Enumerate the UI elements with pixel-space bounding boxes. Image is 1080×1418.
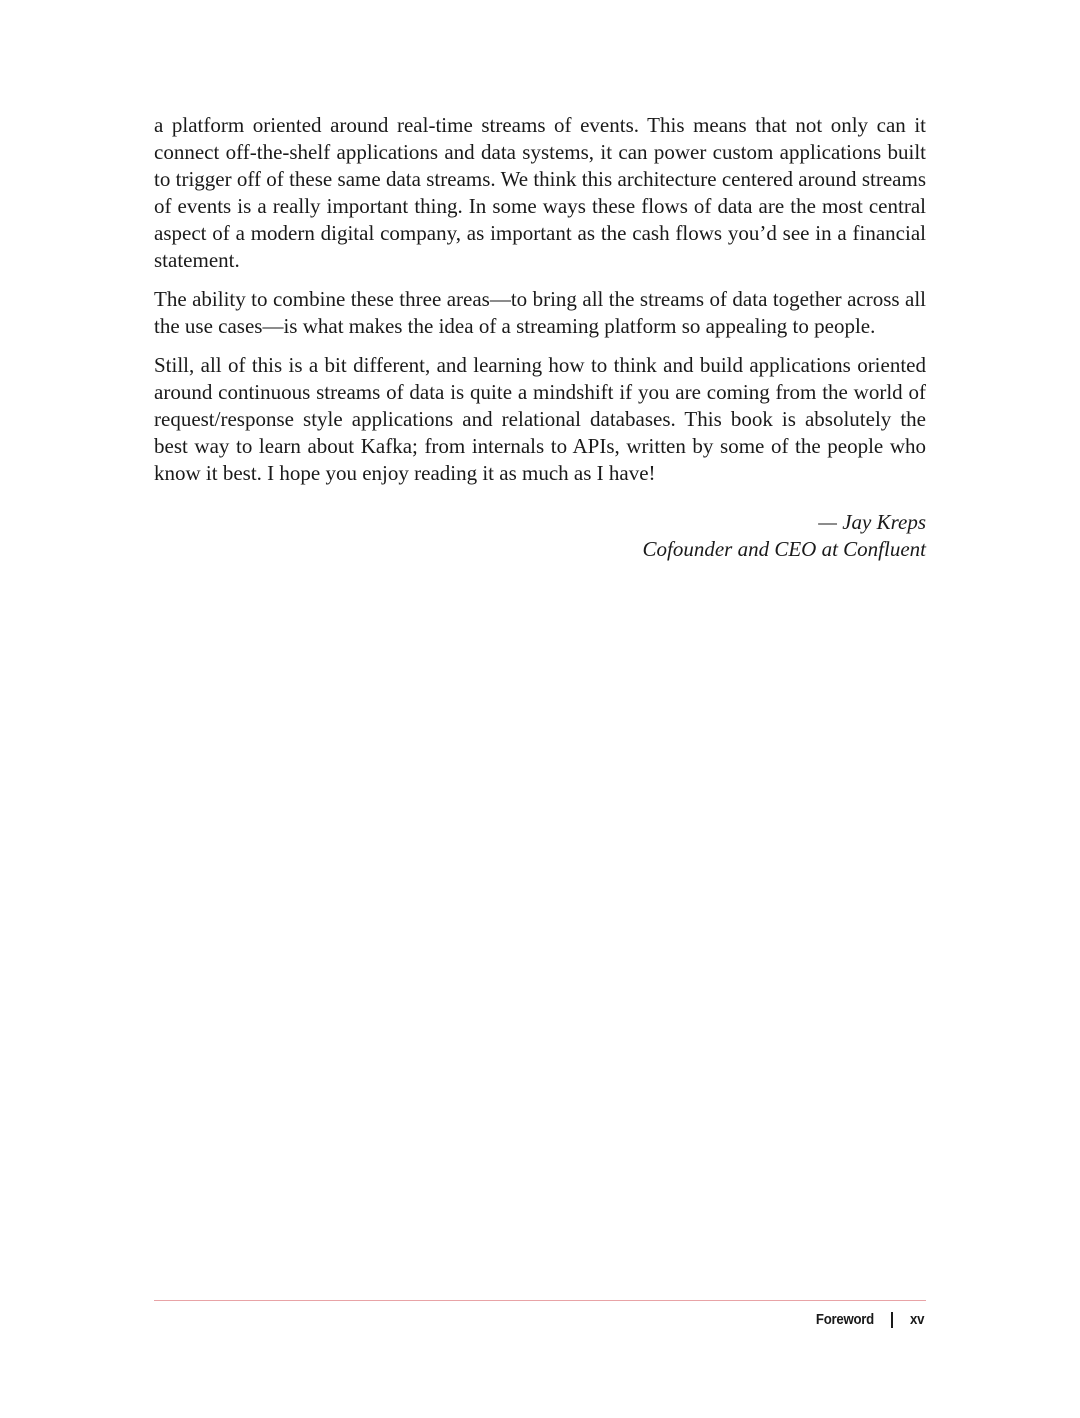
page-footer [808, 1310, 926, 1330]
page-body [154, 112, 926, 563]
footer-separator [891, 1312, 893, 1328]
signature-title: Cofounder and CEO at Confluent [642, 537, 926, 561]
footer-section-title: Foreword [815, 1311, 874, 1328]
footer-page-number: xv [909, 1311, 925, 1328]
signature-name: — Jay Kreps [818, 510, 926, 534]
paragraph-3: Still, all of this is a bit different, and learning how to think and build applications oriented around continuous streams of data is quite a mindshift if you are coming from the world of request/response style applications and relational databases. This book is absolutely the best way to learn about Kafka; from internals to APIs, written by some of the people who know it best. I hope you enjoy reading it as much as I have! [154, 353, 926, 485]
paragraph-1: a platform oriented around real-time streams of events. This means that not only can it connect off-the-shelf applications and data systems, it can power custom applications built to trigger off of these same data streams. We think this architecture centered around streams of events is a really important thing. In some ways these flows of data are the most central aspect of a modern digital company, as important as the cash flows you’d see in a financial statement. [154, 113, 926, 272]
signature-block [154, 509, 926, 563]
paragraph-2: The ability to combine these three areas—to bring all the streams of data together across all the use cases—is what makes the idea of a streaming platform so appealing to people. [154, 287, 926, 338]
footer-divider [154, 1300, 926, 1301]
